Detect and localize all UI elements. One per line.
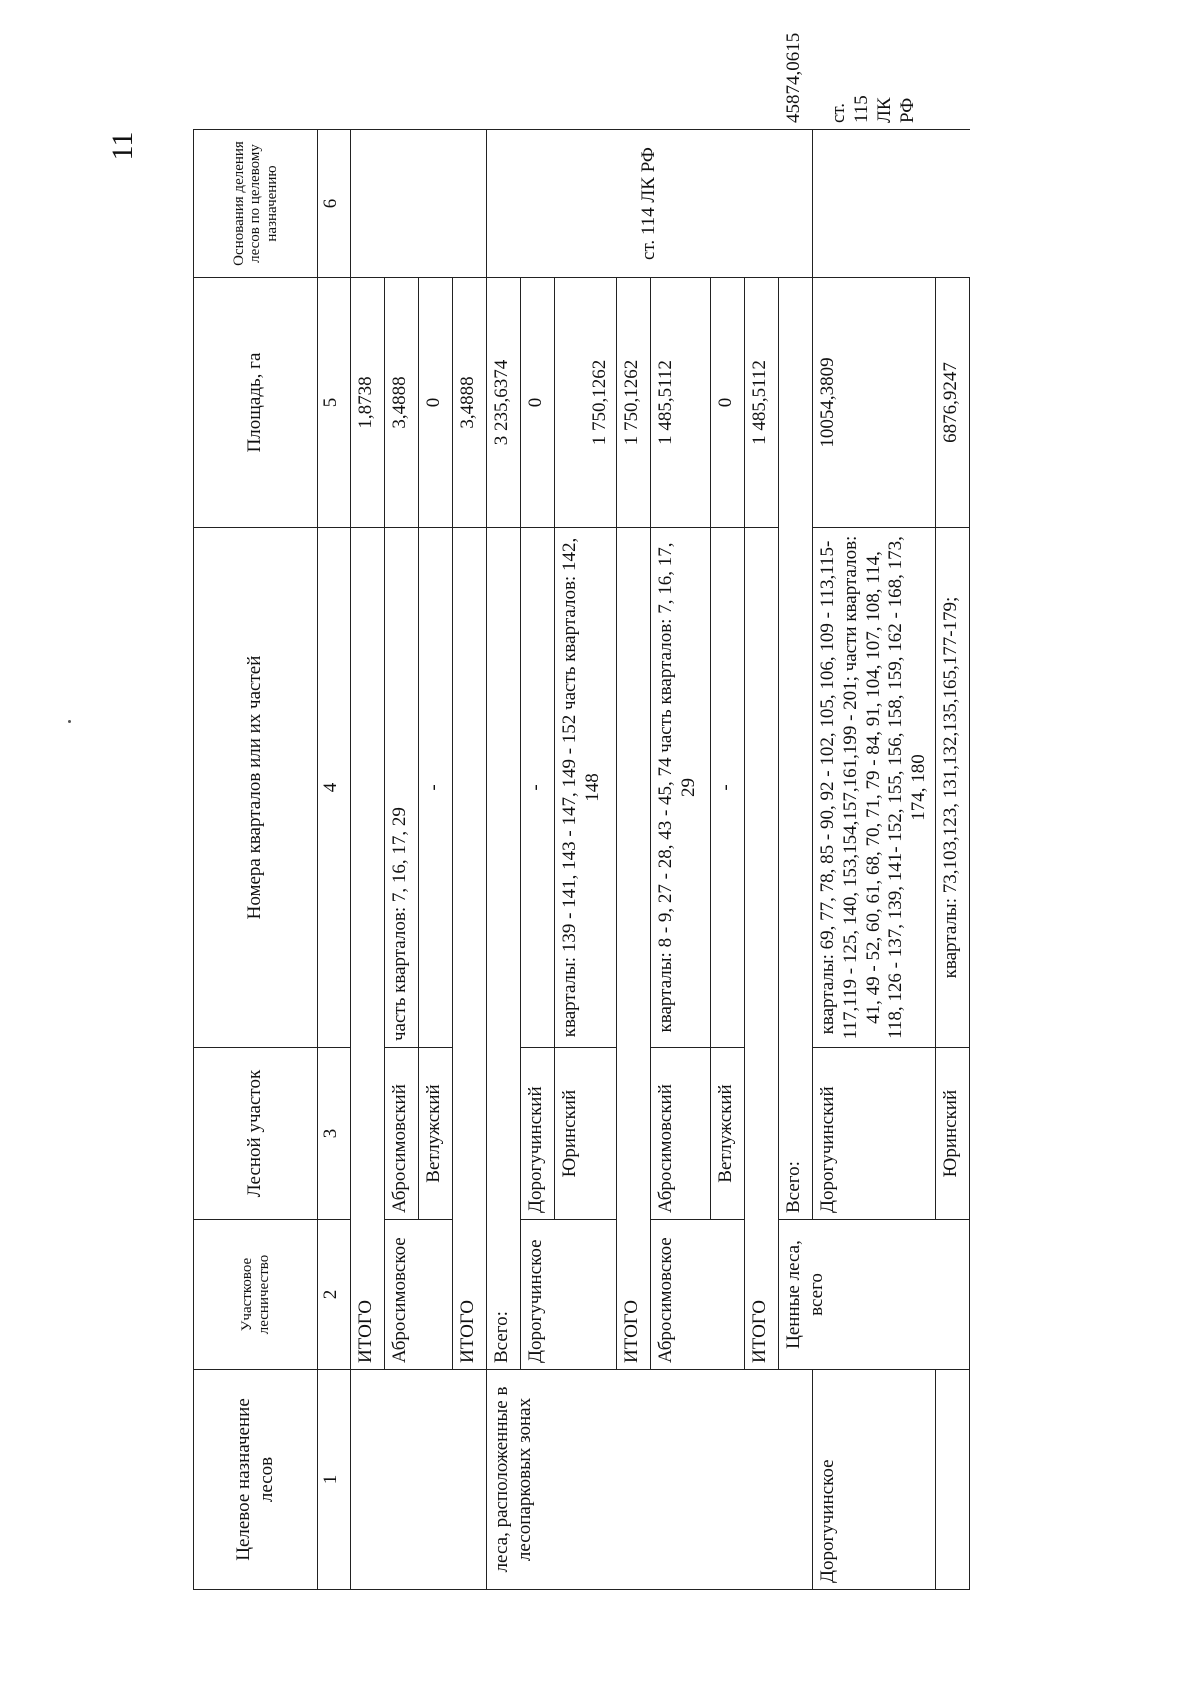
area-value: 1 750,1262: [617, 278, 651, 528]
area-value: 10054,3809: [813, 278, 936, 528]
table-row: [813, 130, 936, 1590]
itogo-label: ИТОГО: [351, 528, 385, 1370]
total-label: Всего:: [779, 278, 813, 1220]
plot-name: Дорогучинский: [521, 1048, 555, 1220]
column-number: 1: [318, 1370, 351, 1590]
area-value: 0: [419, 278, 453, 528]
area-value: 1 750,1262: [555, 278, 617, 528]
table-row: [935, 130, 969, 1590]
area-value: 0: [521, 278, 555, 528]
quarters-list: -: [521, 528, 555, 1048]
quarters-list: -: [711, 528, 745, 1048]
quarters-list: кварталы: 139 - 141, 143 - 147, 149 - 152 часть кварталов: 142, 148: [555, 528, 617, 1048]
column-number: 3: [318, 1048, 351, 1220]
column-number-row: [318, 130, 351, 1590]
quarters-list: кварталы: 73,103,123, 131,132,135,165,177-179;: [935, 528, 969, 1048]
table-row: [351, 130, 385, 1590]
column-number: 2: [318, 1220, 351, 1370]
area-value: 1 485,5112: [745, 278, 779, 528]
plot-name: Юринский: [935, 1048, 969, 1220]
rotated-table-container: [193, 32, 1057, 1590]
column-number: 5: [318, 278, 351, 528]
plot-name: Юринский: [555, 1048, 617, 1220]
quarters-list: кварталы: 8 - 9, 27 - 28, 43 - 45, 74 часть кварталов: 7, 16, 17, 29: [651, 528, 711, 1048]
plot-name: Абросимовский: [651, 1048, 711, 1220]
forestry-name: Абросимовское: [385, 1220, 453, 1370]
column-number: 4: [318, 528, 351, 1048]
table-row: [487, 130, 521, 1590]
area-value: 3,4888: [453, 278, 487, 528]
quarters-list: -: [419, 528, 453, 1048]
purpose-cell-empty: [351, 1370, 487, 1590]
forestry-name-empty: [935, 1370, 969, 1590]
quarters-list: кварталы: 69, 77, 78, 85 - 90, 92 - 102, 105, 106, 109 - 113,115-117,119 - 125, 140, 153,154,157,161,199 - 201; части кварталов: 41, 49 - 52, 60, 61, 68, 70, 71, 79 - 84, 91, 104, 107, 108, 114, 118, 126 - 137, 139, 141- 152, 155, 156, 158, 159, 162 - 168, 173, 174, 180: [813, 528, 936, 1048]
scan-speck: [68, 720, 71, 723]
plot-name: Абросимовский: [385, 1048, 419, 1220]
column-number: 6: [318, 130, 351, 278]
header-forestry: Участковое лесничество: [194, 1220, 318, 1370]
area-value: 3,4888: [385, 278, 419, 528]
header-area: Площадь, га: [194, 278, 318, 528]
purpose-cell: Ценные леса, всего: [779, 1220, 970, 1370]
quarters-list: часть кварталов: 7, 16, 17, 29: [385, 528, 419, 1048]
total-label: Всего:: [487, 528, 521, 1370]
itogo-label: ИТОГО: [745, 528, 779, 1370]
header-basis: Основания деления лесов по целевому назначению: [194, 130, 318, 278]
plot-name: Ветлужский: [419, 1048, 453, 1220]
itogo-label: ИТОГО: [617, 528, 651, 1370]
area-value: 1 485,5112: [651, 278, 711, 528]
header-quarters: Номера кварталов или их частей: [194, 528, 318, 1048]
forestry-name: Дорогучинское: [521, 1220, 617, 1370]
area-value: 3 235,6374: [487, 278, 521, 528]
forest-purpose-table: [193, 32, 970, 1590]
forestry-name: Дорогучинское: [813, 1370, 936, 1590]
purpose-cell: леса, расположенные в лесопарковых зонах: [487, 1370, 813, 1590]
page-number: 11: [106, 131, 139, 161]
area-value: 1,8738: [351, 278, 385, 528]
area-value: 0: [711, 278, 745, 528]
header-row: [194, 130, 318, 1590]
basis-cell-empty: [351, 130, 487, 278]
forestry-name: Абросимовское: [651, 1220, 745, 1370]
plot-name: Дорогучинский: [813, 1048, 936, 1220]
header-purpose: Целевое назначение лесов: [194, 1370, 318, 1590]
itogo-label: ИТОГО: [453, 528, 487, 1370]
plot-name: Ветлужский: [711, 1048, 745, 1220]
table-row: Ценные леса, всего Всего: 45874,0615 ст. 115 ЛК РФ: [779, 130, 813, 1590]
area-value: 6876,9247: [935, 278, 969, 528]
header-plot: Лесной участок: [194, 1048, 318, 1220]
basis-cell: ст. 114 ЛК РФ: [487, 130, 813, 278]
